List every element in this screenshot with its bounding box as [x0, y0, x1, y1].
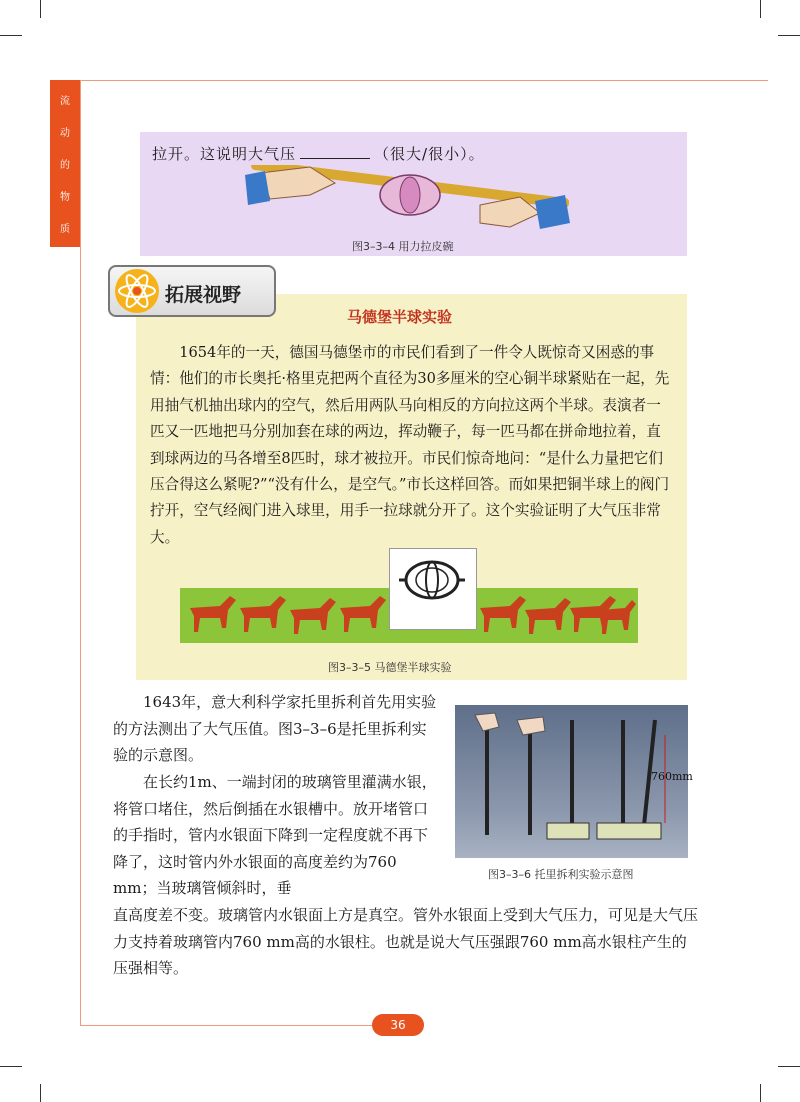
paragraph-torricelli-intro: 1643年，意大利科学家托里拆利首先用实验的方法测出了大气压值。图3–3–6是托里拆利实验的示意图。: [113, 693, 437, 764]
crop-mark: [760, 1084, 761, 1102]
crop-mark: [0, 1066, 22, 1067]
question-text: 拉开。这说明大气压: [152, 145, 297, 163]
atom-icon: [112, 266, 162, 316]
extension-body: 1654年的一天，德国马德堡市的市民们看到了一件令人既惊奇又困惑的事情：他们的市长奥托·格里克把两个直径为30多厘米的空心铜半球紧贴在一起，先用抽气机抽出球内的空气，然后用两队马向相反的方向拉这两个半球。表演者一匹又一匹地把马分别加套在球的两边，挥动鞭子，每一匹马都在拼命地拉着，直到球两边的马各增至8匹时，球才被拉开。市民们惊奇地问：“是什么力量把它们压合得这么紧呢?”“没有什么，是空气。”市长这样回答。而如果把铜半球上的阀门拧开，空气经阀门进入球里，用手一拉球就分开了。这个实验证明了大气压非常大。: [150, 344, 670, 546]
crop-mark: [0, 35, 22, 36]
paragraph-experiment-steps: 在长约1m、一端封闭的玻璃管里灌满水银，将管口堵住，然后倒插在水银槽中。放开堵管口的手指时，管内水银面下降到一定程度就不再下降了，这时管内外水银面的高度差约为760 mm；当玻璃管倾斜时，垂: [113, 773, 437, 897]
activity-question: [152, 143, 485, 164]
pulling-suction-cups-illustration: [240, 165, 580, 235]
extension-badge-label: 拓展视野: [165, 284, 242, 306]
crop-mark: [760, 0, 761, 18]
extension-title: 马德堡半球实验: [347, 308, 453, 326]
hemispheres-icon: [395, 555, 469, 605]
footer-rule: [80, 1025, 372, 1026]
question-options: （很大/很小）。: [374, 145, 485, 163]
side-tab-char: 物: [60, 192, 70, 203]
crop-mark: [778, 35, 800, 36]
crop-mark: [778, 1066, 800, 1067]
figure-caption: 图3–3–6 托里拆利实验示意图: [488, 868, 634, 881]
paragraph-experiment-conclusion: 直高度差不变。玻璃管内水银面上方是真空。管外水银面上受到大气压力，可见是大气压力支持着玻璃管内760 mm高的水银柱。也就是说大气压强跟760 mm高水银柱产生的压强相等。: [113, 906, 699, 977]
side-tab-char: 动: [60, 128, 70, 139]
left-rule: [80, 80, 81, 1026]
crop-mark: [40, 1084, 41, 1102]
answer-blank[interactable]: [300, 144, 370, 159]
figure-caption: 图3–3–5 马德堡半球实验: [328, 661, 452, 674]
side-tab-char: 质: [60, 224, 70, 235]
height-label: 760mm: [651, 770, 693, 783]
side-tab-char: 的: [60, 160, 70, 171]
chapter-side-tab: [50, 80, 80, 247]
header-rule: [80, 80, 768, 81]
figure-caption: 图3–3–4 用力拉皮碗: [352, 240, 454, 253]
crop-mark: [40, 0, 41, 18]
page-number: 36: [372, 1014, 424, 1036]
side-tab-char: 流: [60, 96, 70, 107]
